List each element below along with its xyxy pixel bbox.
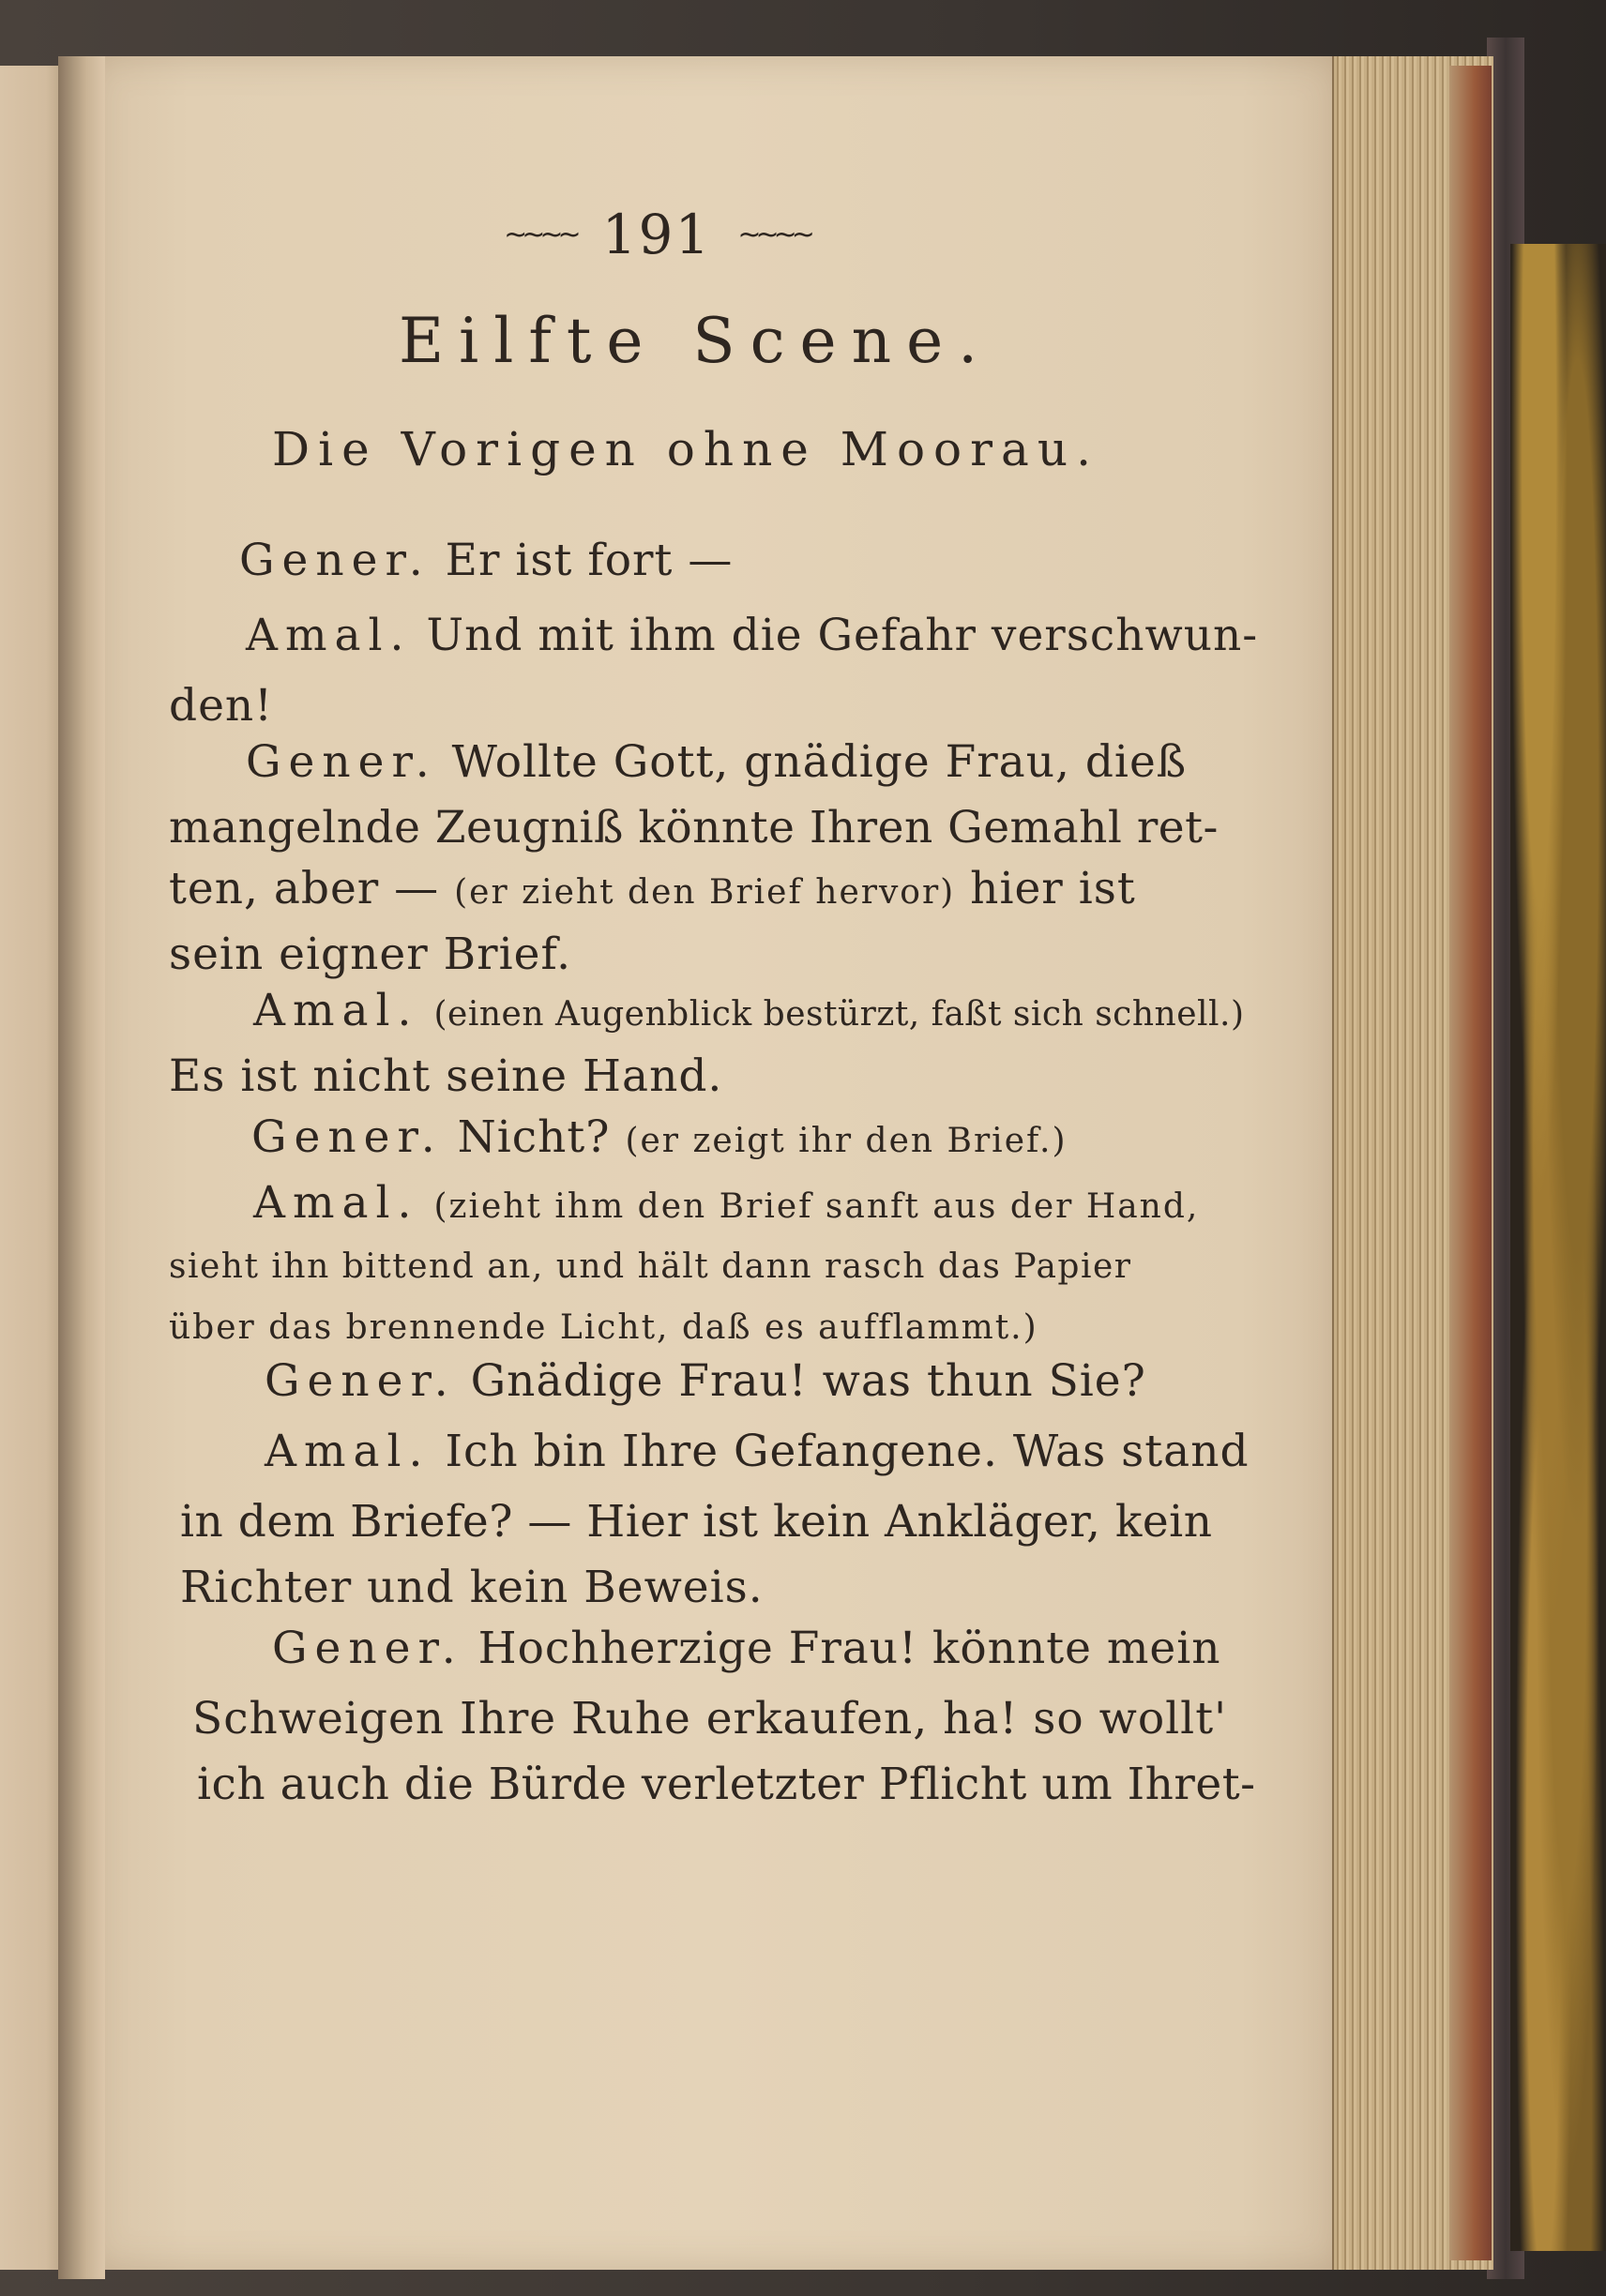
- text-line: [246, 736, 1187, 788]
- text-line: [265, 1355, 1146, 1407]
- facing-page: [0, 66, 66, 2270]
- stage-direction-inline: (zieht ihm den Brief sanft aus der Hand,: [433, 1187, 1200, 1226]
- line-text: Ich bin Ihre Gefangene. Was stand: [445, 1426, 1250, 1477]
- stage-direction-inline: (er zeigt ihr den Brief.): [625, 1122, 1068, 1160]
- speaker-label: Amal.: [246, 610, 412, 661]
- stage-direction-line: sieht ihn bittend an, und hält dann rasch das Papier: [169, 1247, 1132, 1286]
- ornament-right: ~~~~: [737, 218, 810, 251]
- line-text: Und mit ihm die Gefahr verschwun-: [426, 610, 1259, 661]
- speaker-label: Gener.: [251, 1111, 443, 1163]
- line-text: ten, aber —: [169, 863, 440, 914]
- stage-direction-inline: (er zieht den Brief hervor): [454, 873, 956, 912]
- text-line: [169, 929, 571, 980]
- line-text: mangelnde Zeugniß könnte Ihren Gemahl ret-: [169, 802, 1219, 853]
- text-line: [169, 1050, 722, 1102]
- line-text: ich auch die Bürde verletzter Pflicht um Ihret-: [197, 1759, 1256, 1810]
- line-text: hier ist: [970, 863, 1136, 914]
- page-number: 191: [601, 203, 712, 266]
- text-line: [180, 1562, 764, 1613]
- speaker-label: Amal.: [253, 1177, 419, 1229]
- stage-direction-inline: (einen Augenblick bestürzt, faßt sich schnell.): [433, 995, 1245, 1034]
- marbled-cover: [1510, 244, 1606, 2251]
- speaker-label: Gener.: [239, 535, 431, 586]
- line-text: Nicht?: [457, 1111, 611, 1163]
- text-line: [180, 1496, 1212, 1548]
- stage-direction-line: über das brennende Licht, daß es aufflammt.): [169, 1308, 1038, 1347]
- text-line: [253, 985, 1245, 1036]
- book-page: [89, 56, 1341, 2270]
- speaker-label: Gener.: [265, 1355, 456, 1407]
- ornament-left: ~~~~: [504, 218, 576, 251]
- speaker-label: Gener.: [246, 736, 437, 788]
- line-text: in dem Briefe? — Hier ist kein Ankläger, kein: [180, 1496, 1213, 1548]
- page-gutter: [58, 56, 105, 2279]
- line-text: sein eigner Brief.: [169, 929, 572, 980]
- speaker-label: Gener.: [272, 1623, 463, 1674]
- text-line: [246, 610, 1258, 661]
- line-text: Gnädige Frau! was thun Sie?: [470, 1355, 1146, 1407]
- speaker-label: Amal.: [265, 1426, 431, 1477]
- text-line: [265, 1426, 1250, 1477]
- text-line: [272, 1623, 1221, 1674]
- text-line: [239, 535, 733, 586]
- line-text: Es ist nicht seine Hand.: [169, 1050, 723, 1102]
- text-line: [192, 1693, 1227, 1745]
- text-line: [197, 1759, 1255, 1810]
- line-text: Richter und kein Beweis.: [180, 1562, 764, 1613]
- line-text: Wollte Gott, gnädige Frau, dieß: [451, 736, 1188, 788]
- text-line: [169, 680, 273, 732]
- line-text: den!: [169, 680, 274, 732]
- stage-direction: Die Vorigen ohne Moorau.: [272, 422, 1099, 476]
- page-edges-cap: [1449, 66, 1492, 2260]
- text-line: [169, 863, 1136, 914]
- speaker-label: Amal.: [253, 985, 419, 1036]
- page-header: [469, 202, 844, 267]
- line-text: Hochherzige Frau! könnte mein: [477, 1623, 1221, 1674]
- line-text: Schweigen Ihre Ruhe erkaufen, ha! so wollt': [192, 1693, 1228, 1745]
- scene-title: Eilfte Scene.: [399, 305, 993, 377]
- text-line: [251, 1111, 1068, 1163]
- text-line: [169, 802, 1219, 853]
- text-line: [253, 1177, 1199, 1229]
- line-text: Er ist fort —: [445, 535, 734, 586]
